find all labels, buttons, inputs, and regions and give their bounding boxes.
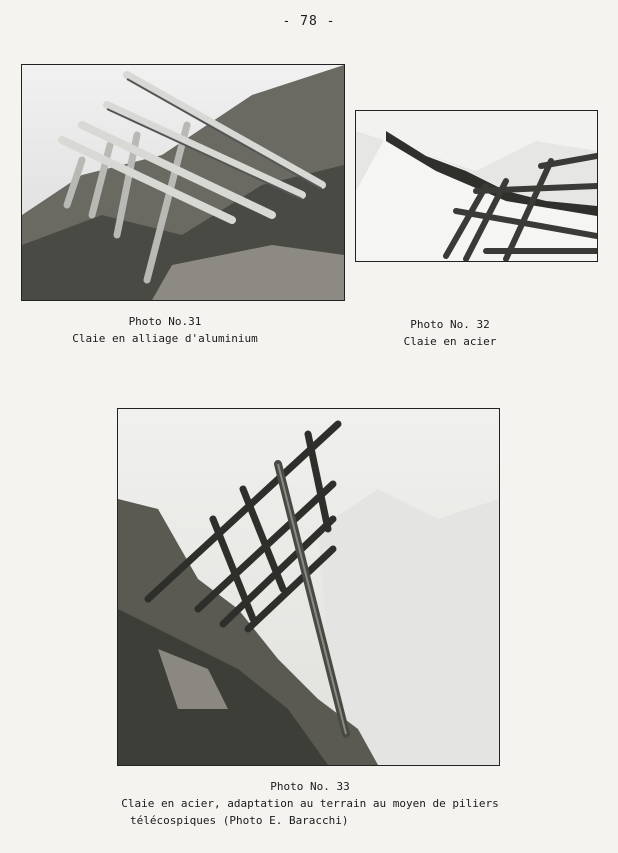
photo-33-caption-line2: télécospiques (Photo E. Baracchi) (130, 814, 349, 827)
photo-33-caption-block (100, 778, 520, 829)
photo-32-caption: Claie en acier (403, 335, 497, 348)
photo-31-title: Photo No.31 (128, 315, 202, 328)
photo-32 (355, 110, 598, 262)
photo-33-title: Photo No. 33 (270, 780, 350, 793)
photo-33 (117, 408, 500, 766)
photo-33-caption-line1: Claie en acier, adaptation au terrain au moyen de piliers (121, 797, 499, 810)
photo-31-caption: Claie en alliage d'aluminium (72, 332, 258, 345)
photo-32-caption-block (360, 316, 540, 350)
photo-31-caption-block (50, 313, 280, 347)
photo-32-title: Photo No. 32 (410, 318, 490, 331)
page-number: - 78 - (282, 14, 336, 29)
photo-31 (21, 64, 345, 301)
